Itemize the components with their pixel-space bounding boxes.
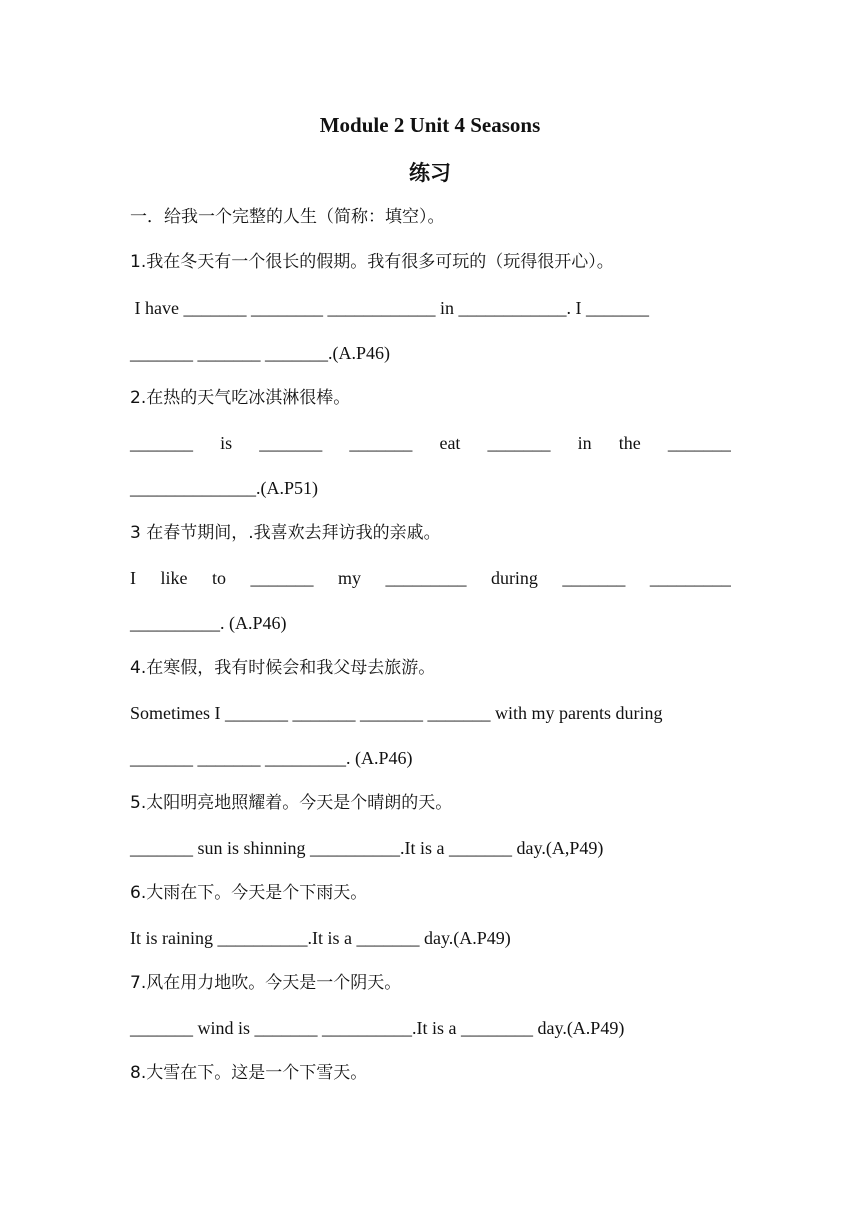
- page-subtitle: 练习: [409, 161, 451, 185]
- q3-token: to: [211, 568, 226, 588]
- question-3-english-line-1: [130, 566, 731, 590]
- question-5-chinese: 5.太阳明亮地照耀着。今天是个晴朗的天。: [130, 793, 453, 813]
- q3-token: like: [160, 568, 188, 588]
- q2-token: in: [577, 433, 592, 453]
- q3-token: _______: [562, 568, 626, 588]
- question-4-english-line-2: _______ _______ _________. (A.P46): [130, 748, 413, 768]
- question-1-english-line-1: I have _______ ________ ____________ in ____________. I _______: [130, 298, 649, 318]
- q3-token: my: [337, 568, 361, 588]
- question-7-english-line-1: _______ wind is _______ __________.It is a ________ day.(A.P49): [130, 1018, 625, 1038]
- question-1-chinese: 1.我在冬天有一个很长的假期。我有很多可玩的（玩得很开心）。: [130, 252, 614, 272]
- question-4-english-line-1: Sometimes I _______ _______ _______ _______ with my parents during: [130, 703, 663, 723]
- q2-token: _______: [487, 433, 551, 453]
- question-3-chinese: 3 在春节期间，.我喜欢去拜访我的亲戚。: [130, 523, 441, 543]
- question-8-chinese: 8.大雪在下。这是一个下雪天。: [130, 1063, 368, 1083]
- section-heading: 一．给我一个完整的人生（简称：填空）。: [130, 207, 445, 227]
- q2-token: _______: [130, 433, 193, 453]
- q2-token: is: [220, 433, 233, 453]
- question-2-english-line-2: ______________.(A.P51): [130, 478, 318, 498]
- page-title: Module 2 Unit 4 Seasons: [319, 113, 541, 137]
- q3-token: _________: [649, 568, 731, 588]
- q2-token: _______: [349, 433, 413, 453]
- question-3-english-line-2: __________. (A.P46): [130, 613, 287, 633]
- q3-token: _______: [250, 568, 314, 588]
- question-5-english-line-1: _______ sun is shinning __________.It is a _______ day.(A,P49): [130, 838, 604, 858]
- question-7-chinese: 7.风在用力地吹。今天是一个阴天。: [130, 973, 402, 993]
- q3-token: I: [130, 568, 136, 588]
- q3-token: during: [490, 568, 538, 588]
- question-4-chinese: 4.在寒假，我有时候会和我父母去旅游。: [130, 658, 436, 678]
- q2-token: the: [618, 433, 641, 453]
- question-1-english-line-2: _______ _______ _______.(A.P46): [130, 343, 390, 363]
- q2-token: _______: [259, 433, 323, 453]
- q2-token: _______: [667, 433, 731, 453]
- question-6-chinese: 6.大雨在下。今天是个下雨天。: [130, 883, 368, 903]
- q3-token: _________: [385, 568, 467, 588]
- q2-token: eat: [439, 433, 461, 453]
- question-2-chinese: 2.在热的天气吃冰淇淋很棒。: [130, 388, 351, 408]
- question-2-english-line-1: [130, 431, 731, 455]
- question-6-english-line-1: It is raining __________.It is a _______ day.(A.P49): [130, 928, 511, 948]
